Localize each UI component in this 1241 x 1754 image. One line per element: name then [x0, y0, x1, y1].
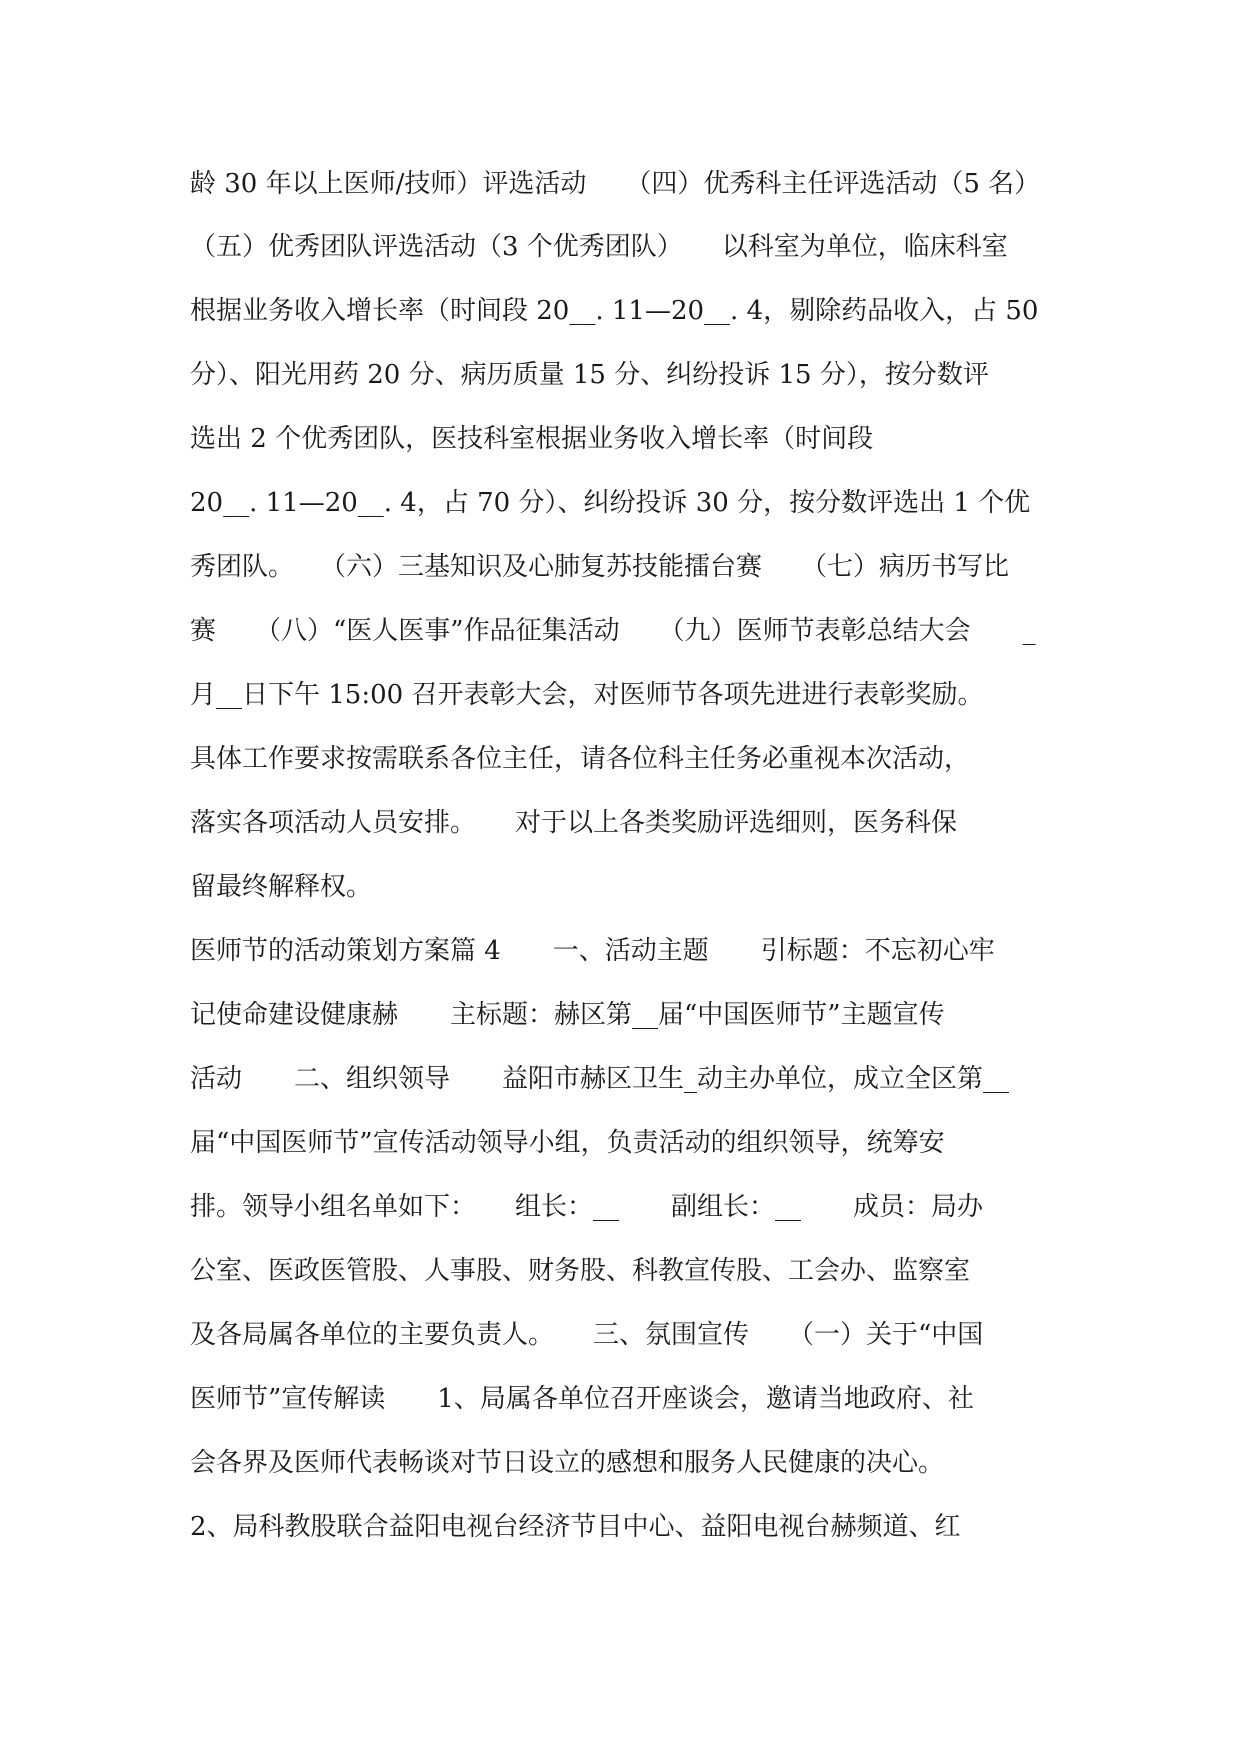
text-line: 会各界及医师代表畅谈对节日设立的感想和服务人民健康的决心。 [190, 1448, 945, 1478]
text-line: 秀团队。 （六）三基知识及心肺复苏技能擂台赛 （七）病历书写比 [190, 552, 1010, 582]
text-line: 活动 二、组织领导 益阳市赫区卫生_动主办单位，成立全区第__ [190, 1064, 1010, 1094]
text-line: 记使命建设健康赫 主标题：赫区第__届“中国医师节”主题宣传 [190, 1000, 945, 1030]
text-line: 分）、阳光用药 20 分、病历质量 15 分、纠纷投诉 15 分），按分数评 [190, 360, 989, 390]
text-line: 具体工作要求按需联系各位主任，请各位科主任务必重视本次活动， [190, 744, 971, 774]
text-line: 届“中国医师节”宣传活动领导小组，负责活动的组织领导，统筹安 [190, 1128, 945, 1158]
text-line: 2、局科教股联合益阳电视台经济节目中心、益阳电视台赫频道、红 [190, 1512, 961, 1542]
text-line: 医师节”宣传解读 1、局属各单位召开座谈会，邀请当地政府、社 [190, 1384, 974, 1414]
section-heading-line: 医师节的活动策划方案篇 4 一、活动主题 引标题：不忘初心牢 [190, 936, 995, 966]
text-line: 公室、医政医管股、人事股、财务股、科教宣传股、工会办、监察室 [190, 1256, 971, 1286]
text-line: 落实各项活动人员安排。 对于以上各类奖励评选细则，医务科保 [190, 808, 958, 838]
text-line: 赛 （八）“医人医事”作品征集活动 （九）医师节表彰总结大会 _ [190, 616, 1036, 646]
text-line: 及各局属各单位的主要负责人。 三、氛围宣传 （一）关于“中国 [190, 1320, 984, 1350]
text-line: 月__日下午 15:00 召开表彰大会，对医师节各项先进进行表彰奖励。 [190, 680, 984, 710]
text-line: 20__. 11—20__. 4，占 70 分）、纠纷投诉 30 分，按分数评选出 1 个优 [190, 488, 1031, 518]
text-line: 选出 2 个优秀团队，医技科室根据业务收入增长率（时间段 [190, 424, 874, 454]
text-line: 留最终解释权。 [190, 872, 373, 902]
text-line: 龄 30 年以上医师/技师）评选活动 （四）优秀科主任评选活动（5 名） [190, 169, 1041, 199]
text-line: 根据业务收入增长率（时间段 20__. 11—20__. 4，剔除药品收入，占 50 [190, 296, 1039, 326]
text-line: 排。领导小组名单如下： 组长：__ 副组长：__ 成员：局办 [190, 1192, 984, 1222]
text-line: （五）优秀团队评选活动（3 个优秀团队） 以科室为单位，临床科室 [190, 232, 1008, 262]
